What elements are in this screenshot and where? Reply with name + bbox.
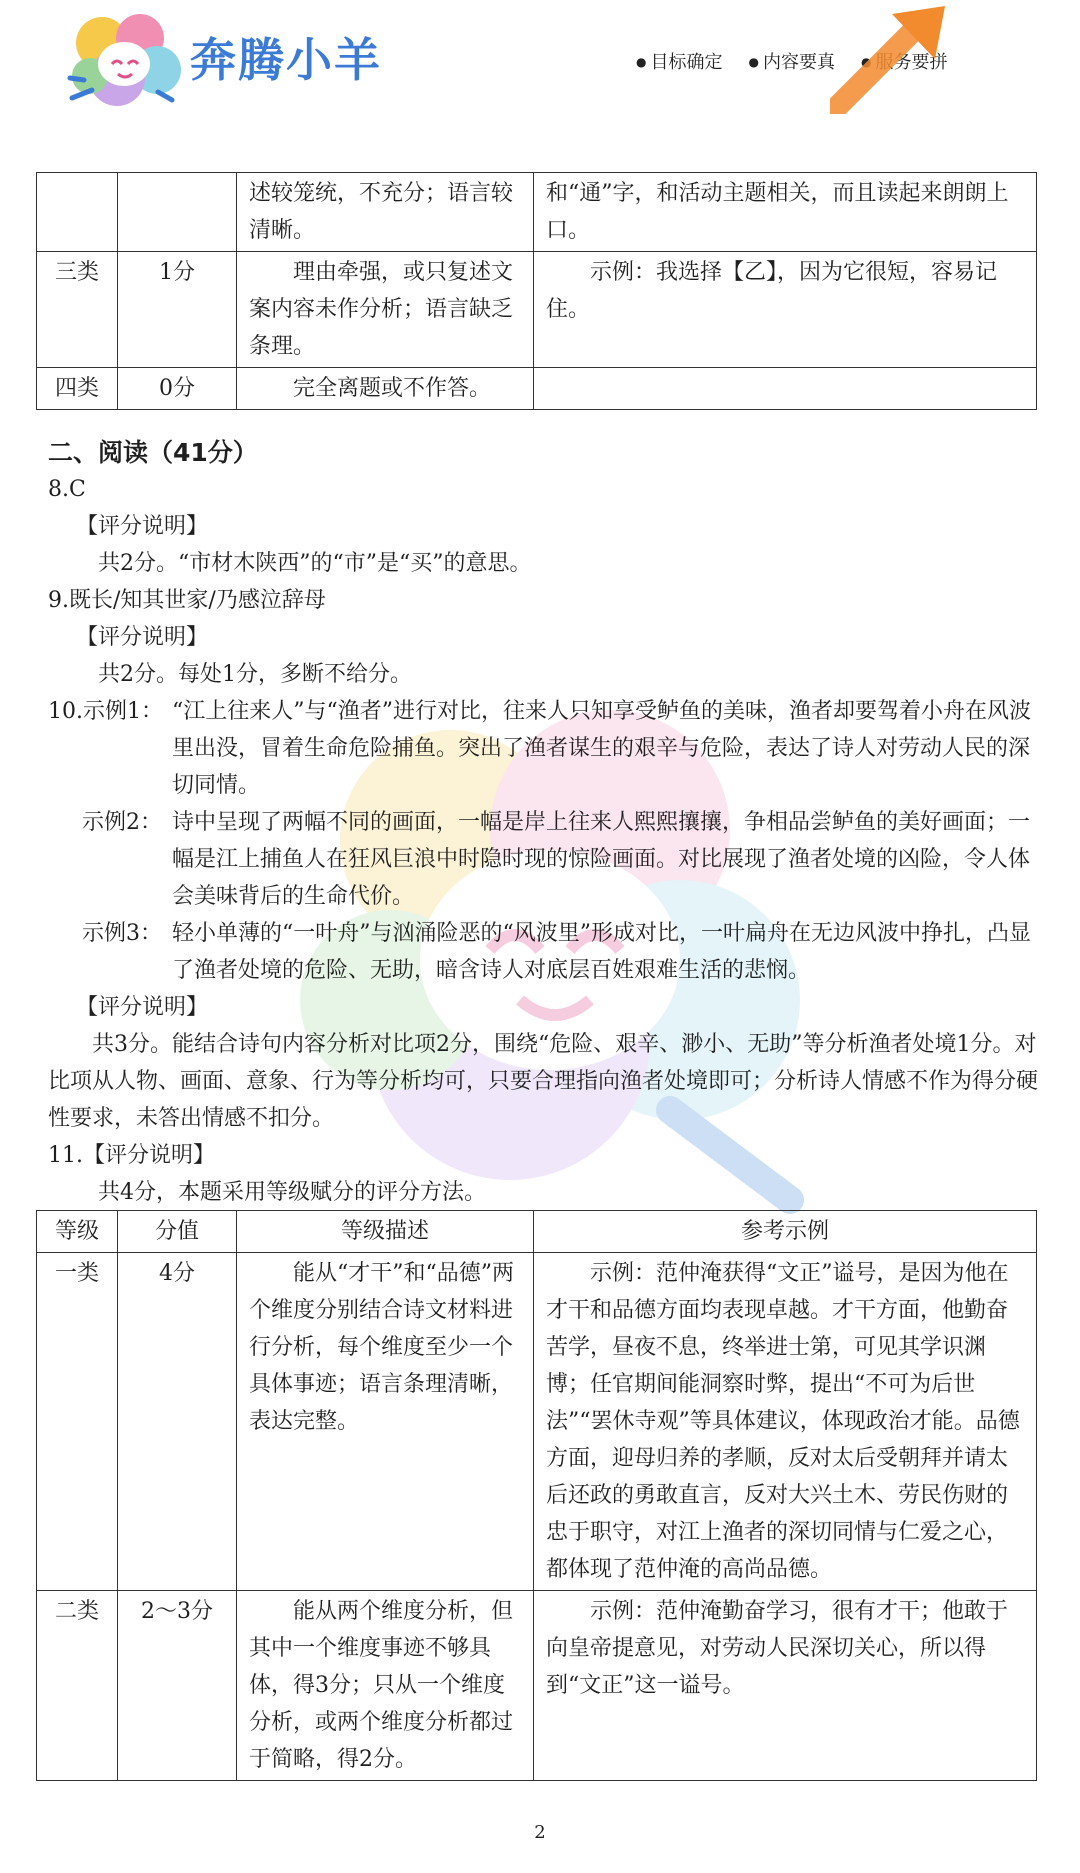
level-cell: 四类 xyxy=(37,368,118,410)
table-row xyxy=(37,1253,1037,1591)
desc-cell: 能从“才干”和“品德”两个维度分别结合诗文材料进行分析，每个维度至少一个具体事迹；语言条理清晰，表达完整。 xyxy=(237,1253,534,1591)
q11-label: 11.【评分说明】 xyxy=(48,1143,215,1168)
example-label: 10.示例1： xyxy=(48,699,163,724)
score-cell xyxy=(118,173,237,252)
q10-example-1 xyxy=(48,693,1038,804)
header-level: 等级 xyxy=(37,1211,118,1253)
level-cell xyxy=(37,173,118,252)
example-cell: 示例：范仲淹获得“文正”谥号，是因为他在才干和品德方面均表现卓越。才干方面，他勤奋苦学，昼夜不息，终举进士第，可见其学识渊博；任官期间能洞察时弊，提出“不可为后世法”“罢休寺观”等具体建议，体现政治才能。品德方面，迎母归养的孝顺，反对太后受朝拜并请太后还政的勇敢直言，反对大兴土木、劳民伤财的忠于职守，对江上渔者的深切同情与仁爱之心，都体现了范仲淹的高尚品德。 xyxy=(534,1253,1037,1591)
header-score: 分值 xyxy=(118,1211,237,1253)
example-cell: 和“通”字，和活动主题相关，而且读起来朗朗上口。 xyxy=(534,173,1037,252)
table-row xyxy=(37,1591,1037,1781)
section-title: 二、阅读（41分） xyxy=(48,438,258,467)
reading-section xyxy=(48,434,1038,1211)
q8-answer: 8.C xyxy=(48,477,86,502)
level-cell: 三类 xyxy=(37,252,118,368)
example-text: “江上往来人”与“渔者”进行对比，往来人只知享受鲈鱼的美味，渔者却要驾着小舟在风波里出没，冒着生命危险捕鱼。突出了渔者谋生的艰辛与危险，表达了诗人对劳动人民的深切同情。 xyxy=(172,699,1031,798)
q9-answer: 9.既长/知其世家/乃感泣辞母 xyxy=(48,588,326,613)
q10-example-3 xyxy=(48,915,1038,989)
q8-note-label: 【评分说明】 xyxy=(76,514,209,539)
score-cell: 4分 xyxy=(118,1253,237,1591)
q8-note: 共2分。“市材木陕西”的“市”是“买”的意思。 xyxy=(98,551,532,576)
tag-content: ● 内容要真 xyxy=(748,48,834,74)
table-row xyxy=(37,173,1037,252)
tag-goal: ● 目标确定 xyxy=(636,48,722,74)
page-header xyxy=(0,0,1080,130)
page-number: 2 xyxy=(534,1822,546,1843)
q10-note: 共3分。能结合诗句内容分析对比项2分，围绕“危险、艰辛、渺小、无助”等分析渔者处境1分。对比项从人物、画面、意象、行为等分析均可，只要合理指向渔者处境即可；分析诗人情感不作为得分硬性要求，未答出情感不扣分。 xyxy=(48,1032,1039,1131)
tag-service: ● 服务要拼 xyxy=(861,48,947,74)
q10-example-2 xyxy=(48,804,1038,915)
q11-note: 共4分，本题采用等级赋分的评分方法。 xyxy=(98,1180,486,1205)
header-desc: 等级描述 xyxy=(237,1211,534,1253)
score-cell: 1分 xyxy=(118,252,237,368)
rubric-table-q11 xyxy=(36,1210,1037,1781)
table-header-row xyxy=(37,1211,1037,1253)
example-text: 诗中呈现了两幅不同的画面，一幅是岸上往来人熙熙攘攘，争相品尝鲈鱼的美好画面；一幅是江上捕鱼人在狂风巨浪中时隐时现的惊险画面。对比展现了渔者处境的凶险，令人体会美味背后的生命代价。 xyxy=(172,810,1031,909)
example-cell xyxy=(534,368,1037,410)
level-cell: 二类 xyxy=(37,1591,118,1781)
desc-cell: 能从两个维度分析，但其中一个维度事迹不够具体，得3分；只从一个维度分析，或两个维度分析都过于简略，得2分。 xyxy=(237,1591,534,1781)
level-cell: 一类 xyxy=(37,1253,118,1591)
example-text: 轻小单薄的“一叶舟”与汹涌险恶的“风波里”形成对比，一叶扁舟在无边风波中挣扎，凸显了渔者处境的危险、无助，暗含诗人对底层百姓艰难生活的悲悯。 xyxy=(172,921,1031,983)
desc-cell: 述较笼统，不充分；语言较清晰。 xyxy=(237,173,534,252)
header-example: 参考示例 xyxy=(534,1211,1037,1253)
q10-note-label: 【评分说明】 xyxy=(76,995,209,1020)
example-label: 示例3： xyxy=(82,921,162,946)
q9-note-label: 【评分说明】 xyxy=(76,625,209,650)
example-cell: 示例：我选择【乙】，因为它很短，容易记住。 xyxy=(534,252,1037,368)
table-row xyxy=(37,252,1037,368)
example-cell: 示例：范仲淹勤奋学习，很有才干；他敢于向皇帝提意见，对劳动人民深切关心，所以得到“文正”这一谥号。 xyxy=(534,1591,1037,1781)
brand-name: 奔腾小羊 xyxy=(190,33,382,87)
sheep-logo-icon xyxy=(62,8,192,118)
orange-arrow-icon xyxy=(830,4,950,114)
example-label: 示例2： xyxy=(82,810,162,835)
rubric-table-q7 xyxy=(36,172,1037,410)
desc-cell: 完全离题或不作答。 xyxy=(237,368,534,410)
q9-note: 共2分。每处1分，多断不给分。 xyxy=(98,662,412,687)
desc-cell: 理由牵强，或只复述文案内容未作分析；语言缺乏条理。 xyxy=(237,252,534,368)
score-cell: 2～3分 xyxy=(118,1591,237,1781)
table-row xyxy=(37,368,1037,410)
score-cell: 0分 xyxy=(118,368,237,410)
